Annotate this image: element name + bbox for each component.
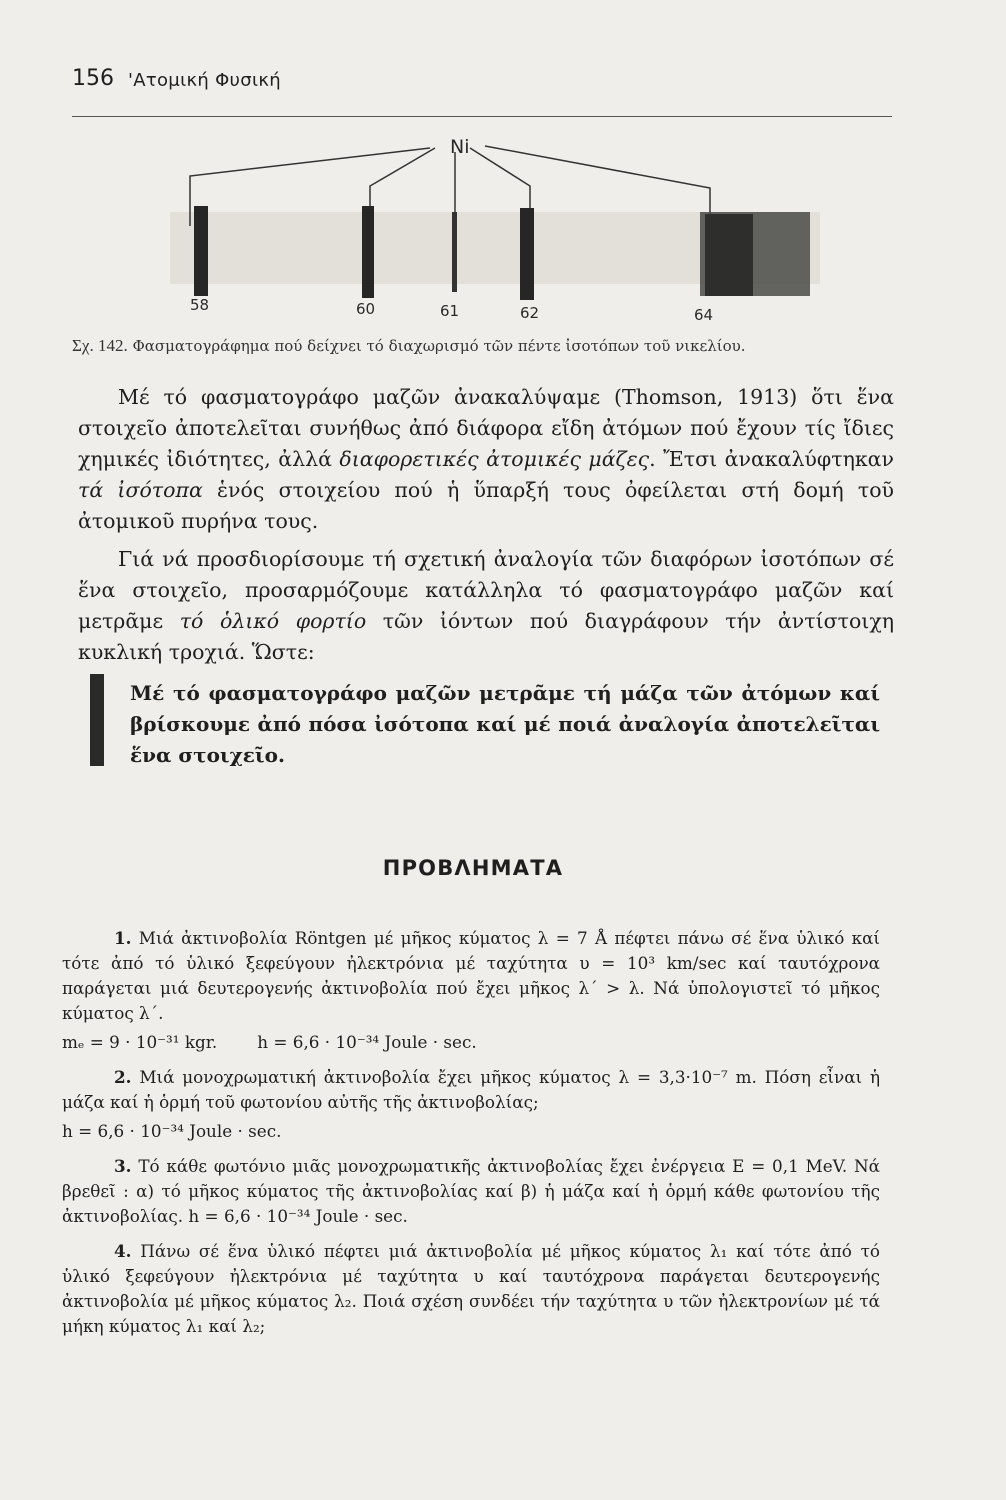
p1-text-a: Μέ τό φασματογράφο μαζῶν ἀνακαλύψαμε (Thomson, 1913) ὅτι ἕνα στοιχεῖο ἀποτελεῖται συνήθως ἀπό διάφορα εἴδη ἀτόμων πού ἔχουν τίς ἴδιες χημικές ἰδιότητες, ἀλλά (78, 385, 894, 471)
problem-1 (62, 926, 880, 1026)
p1-text-c: . Ἔτσι ἀνακαλύφτηκαν (649, 447, 894, 471)
p2-text-a: Γιά νά προσδιορίσουμε τή σχετική ἀναλογία τῶν διαφόρων ἰσοτόπων σέ ἕνα στοιχεῖο, προσαρμόζουμε κατάλληλα τό φασματογράφο μαζῶν καί μετρᾶμε (78, 547, 894, 633)
isotope-line-62 (520, 208, 534, 300)
given-planck-constant: h = 6,6 · 10⁻³⁴ Joule · sec. (257, 1032, 477, 1052)
problems-list (62, 926, 880, 1341)
p1-italic-isotopes: τά ἰσότοπα (78, 478, 203, 502)
p1-italic-masses: διαφορετικές ἀτομικές μάζες (339, 447, 650, 471)
caption-number: Σχ. 142. (72, 336, 128, 355)
mass-label-58: 58 (190, 296, 210, 314)
problem-number: 4. (114, 1241, 132, 1261)
problem-2-given (62, 1119, 880, 1144)
page-number: 156 (72, 66, 114, 91)
problem-number: 3. (114, 1156, 132, 1176)
problem-text: Μιά μονοχρωματική ἀκτινοβολία ἔχει μῆκος κύματος λ = 3,3·10⁻⁷ m. Πόση εἶναι ἡ μάζα καί ἡ ὁρμή τοῦ φωτονίου αὐτῆς τῆς ἀκτινοβολίας; (62, 1067, 880, 1112)
mass-label-64: 64 (694, 306, 714, 324)
isotope-line-60 (362, 206, 374, 298)
given-electron-mass: mₑ = 9 · 10⁻³¹ kgr. (62, 1032, 218, 1052)
running-head: 'Ατομική Φυσική (128, 70, 281, 91)
problem-number: 2. (114, 1067, 132, 1087)
mass-label-60: 60 (356, 300, 376, 318)
mass-label-61: 61 (440, 302, 460, 320)
isotope-line-61 (452, 212, 457, 292)
problem-number: 1. (114, 928, 132, 948)
highlight-conclusion: Μέ τό φασματογράφο μαζῶν μετρᾶμε τή μάζα τῶν ἀτόμων καί βρίσκουμε ἀπό πόσα ἰσότοπα καί μέ ποιά ἀναλογία ἀποτελεῖται ἕνα στοιχεῖο. (130, 681, 880, 767)
paragraph-isotopes-discovery (78, 382, 894, 537)
problem-text: Μιά ἀκτινοβολία Röntgen μέ μῆκος κύματος λ = 7 Å πέφτει πάνω σέ ἕνα ὑλικό καί τότε ἀπό τό ὑλικό ξεφεύγουν ἠλεκτρόνια μέ ταχύτητα υ = 10³ km/sec καί ταυτόχρονα παράγεται μιά δευτερογενής ἀκτινοβολία πού ἔχει μῆκος λ΄ > λ. Νά ὑπολογιστεῖ τό μῆκος κύματος λ΄. (62, 928, 880, 1023)
highlight-bar (90, 674, 104, 766)
problem-4 (62, 1239, 880, 1339)
caption-text: Φασματογράφημα πού δείχνει τό διαχωρισμό τῶν πέντε ἰσοτόπων τοῦ νικελίου. (132, 337, 746, 355)
isotope-line-58 (194, 206, 208, 296)
mass-label-62: 62 (520, 304, 540, 322)
problem-2 (62, 1065, 880, 1115)
problem-3 (62, 1154, 880, 1229)
spectrogram-figure (160, 126, 860, 336)
problem-1-given (62, 1030, 880, 1055)
header-rule (72, 116, 892, 117)
p2-text-c: τῶν ἰόντων πού διαγράφουν τήν ἀντίστοιχη κυκλική τροχιά. Ὥστε: (78, 609, 895, 664)
problems-heading: ΠΡΟΒΛΗΜΑΤΑ (382, 856, 564, 880)
figure-caption (72, 336, 902, 356)
isotope-line-64-core (705, 214, 753, 296)
p1-text-e: ἑνός στοιχείου πού ἡ ὕπαρξή τους ὀφείλεται στή δομή τοῦ ἀτομικοῦ πυρήνα τους. (78, 478, 894, 533)
page-header (72, 66, 892, 118)
paragraph-isotope-ratio (78, 544, 894, 668)
problem-text: Πάνω σέ ἕνα ὑλικό πέφτει μιά ἀκτινοβολία μέ μῆκος κύματος λ₁ καί τότε ἀπό τό ὑλικό ξεφεύγουν ἠλεκτρόνια μέ ταχύτητα υ καί ταυτόχρονα παράγεται δευτερογενής ἀκτινοβολία μέ μῆκος κύματος λ₂. Ποιά σχέση συνδέει τήν ταχύτητα υ τῶν ἠλεκτρονίων μέ τά μήκη κύματος λ₁ καί λ₂; (62, 1241, 880, 1336)
problem-text: Τό κάθε φωτόνιο μιᾶς μονοχρωματικῆς ἀκτινοβολίας ἔχει ἐνέργεια E = 0,1 MeV. Νά βρεθεῖ : α) τό μῆκος κύματος τῆς ἀκτινοβολίας καί β) ἡ μάζα καί ἡ ὁρμή κάθε φωτονίου τῆς ἀκτινοβολίας. h = 6,6 · 10⁻³⁴ Joule · sec. (62, 1156, 880, 1226)
element-label-ni: Ni (450, 136, 470, 158)
p2-italic-total-charge: τό ὁλικό φορτίο (179, 609, 367, 633)
given-planck-constant: h = 6,6 · 10⁻³⁴ Joule · sec. (62, 1121, 282, 1141)
spectrogram-drawing (160, 126, 860, 336)
